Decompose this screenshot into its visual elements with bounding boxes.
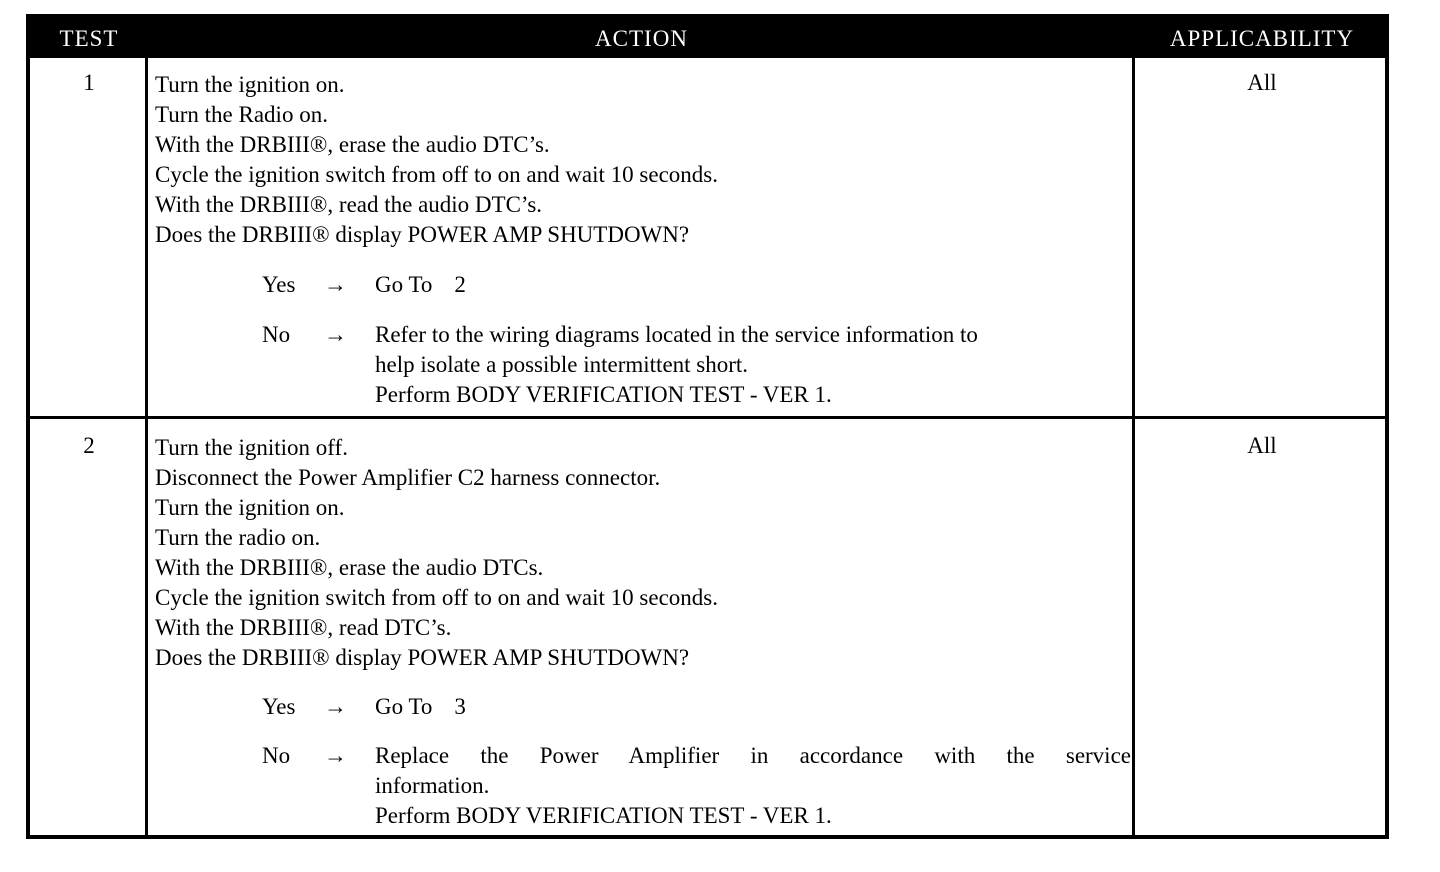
- action-step: Cycle the ignition switch from off to on and wait 10 seconds.: [155, 585, 718, 610]
- diagnostic-procedure-table: [26, 14, 1389, 839]
- action-cell: [155, 70, 1131, 410]
- no-result-line: information.: [375, 773, 490, 798]
- right-arrow-icon: →: [324, 322, 347, 347]
- table-header: [30, 18, 1385, 58]
- no-label: No: [262, 743, 291, 768]
- no-result-line: help isolate a possible intermittent short.: [375, 352, 749, 377]
- goto-text: Go To: [375, 272, 433, 297]
- right-arrow-icon: →: [324, 272, 347, 297]
- goto-text: Go To: [375, 694, 433, 719]
- header-action: ACTION: [595, 26, 688, 51]
- yes-label: Yes: [262, 272, 296, 297]
- yes-branch: [262, 270, 1131, 300]
- action-step: Cycle the ignition switch from off to on and wait 10 seconds.: [155, 162, 718, 187]
- right-arrow-icon: →: [324, 694, 347, 719]
- action-step: Turn the ignition off.: [155, 435, 348, 460]
- no-result-line: Refer to the wiring diagrams located in the service information to: [375, 322, 978, 347]
- applicability-value: All: [1247, 70, 1277, 95]
- no-result-line: Perform BODY VERIFICATION TEST - VER 1.: [375, 382, 832, 407]
- no-result: [375, 741, 1131, 831]
- yes-result: [375, 270, 1131, 300]
- action-step: Does the DRBIII® display POWER AMP SHUTDOWN?: [155, 645, 690, 670]
- no-result-line: Replace the Power Amplifier in accordance with the service: [375, 743, 1131, 768]
- yes-result: [375, 692, 1131, 722]
- action-step: With the DRBIII®, read the audio DTC’s.: [155, 192, 543, 217]
- action-step: With the DRBIII®, erase the audio DTC’s.: [155, 132, 550, 157]
- action-step: Turn the ignition on.: [155, 495, 345, 520]
- test-number: 1: [83, 70, 95, 95]
- action-step: With the DRBIII®, read DTC’s.: [155, 615, 452, 640]
- table-row: [30, 419, 1385, 835]
- action-step: Disconnect the Power Amplifier C2 harness connector.: [155, 465, 661, 490]
- action-step: Does the DRBIII® display POWER AMP SHUTDOWN?: [155, 222, 690, 247]
- right-arrow-icon: →: [324, 743, 347, 768]
- test-number: 2: [83, 433, 95, 458]
- yes-branch: [262, 692, 1131, 722]
- no-branch: [262, 741, 1131, 831]
- no-result-line: Perform BODY VERIFICATION TEST - VER 1.: [375, 803, 832, 828]
- action-cell: [155, 433, 1131, 831]
- goto-number: 2: [454, 272, 466, 297]
- header-applicability: APPLICABILITY: [1169, 26, 1355, 51]
- table-row: [30, 58, 1385, 416]
- applicability-value: All: [1247, 433, 1277, 458]
- action-step: Turn the Radio on.: [155, 102, 328, 127]
- action-step: Turn the ignition on.: [155, 72, 345, 97]
- no-branch: [262, 320, 1131, 410]
- no-label: No: [262, 322, 291, 347]
- yes-label: Yes: [262, 694, 296, 719]
- action-step: Turn the radio on.: [155, 525, 321, 550]
- no-result: [375, 320, 1131, 410]
- header-test: TEST: [59, 26, 119, 51]
- action-step: With the DRBIII®, erase the audio DTCs.: [155, 555, 544, 580]
- goto-number: 3: [454, 694, 466, 719]
